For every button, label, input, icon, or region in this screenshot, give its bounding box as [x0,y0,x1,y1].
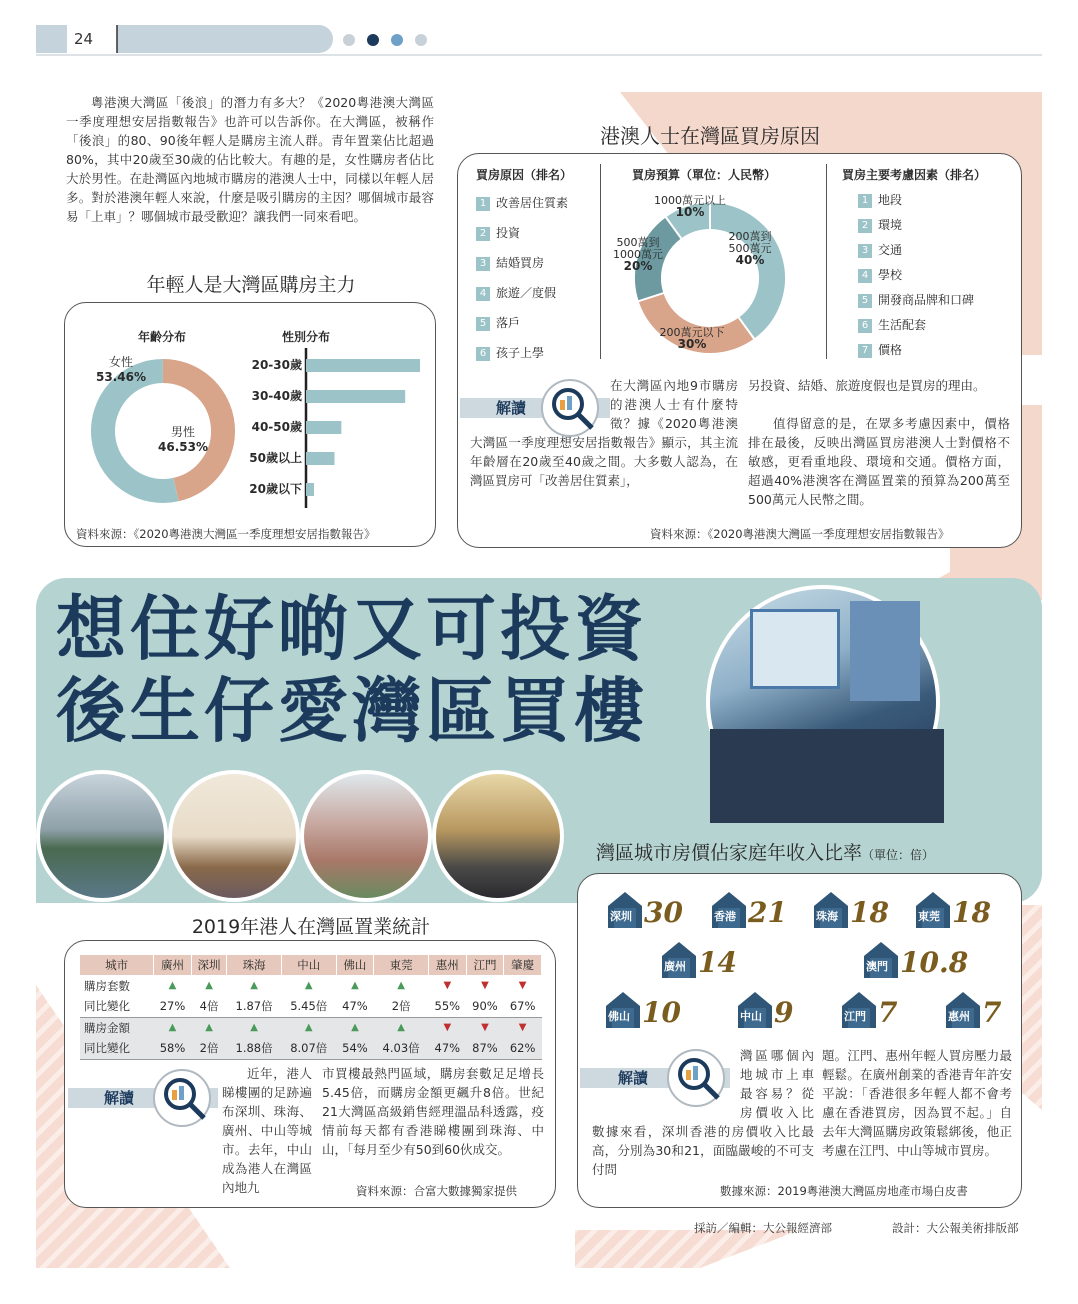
page-number: 24 [74,30,94,48]
bar-category-label: 30-40歲 [251,389,302,403]
gender-dist-label: 性別分布 [282,330,331,344]
reasons-para3: 值得留意的是，在眾多考慮因素中，價格排在最後，反映出灣區買房港澳人士對價格不敏感，更看重地段、環境和交通。價格方面，超過40%港澳客在灣區置業的預算為200萬至500萬元人民幣之間。 [748,416,1010,507]
trend-up-icon: ▲ [168,980,177,991]
city-ratio-value: 7 [982,996,1002,1029]
house-icon [660,940,698,980]
trend-down-icon: ▼ [518,980,527,991]
city-ratio [914,890,991,930]
gender-bar-chart [248,348,428,508]
trend-up-icon: ▲ [205,1022,213,1034]
city-ratio-value: 9 [774,996,794,1029]
bar-category-label: 20歲以下 [249,482,302,496]
male-label: 男性 46.53% [158,425,208,454]
city-name: 廣州 [664,960,686,973]
table-cell: 2倍 [391,999,411,1014]
factor-item: 4 學校 [858,263,974,288]
table-cell: 90% [472,999,498,1014]
city-ratio [862,940,968,980]
budget-donut-chart [613,188,800,360]
city-ratio [840,990,897,1030]
house-icon [736,990,774,1030]
ratio-source: 數據來源：2019粵港澳大灣區房地產市場白皮書 [720,1184,968,1198]
city-ratio-value: 18 [952,896,991,929]
reasons-para2: 另投資、結婚、旅遊度假也是買房的理由。 [748,378,986,393]
apartments-photo [300,770,432,902]
table-header-cell: 廣州 [154,955,192,975]
budget-col-header: 買房預算（單位：人民幣） [632,168,777,182]
table-cell: 58% [159,1041,186,1056]
table-cell: 54% [342,1041,368,1056]
trend-down-icon: ▼ [518,1022,527,1034]
headline-line1: 想住好啲又可投資 [56,588,648,670]
table-cell: 47% [342,999,368,1014]
house-icon [914,890,952,930]
editor-credit: 採訪／編輯：大公報經濟部 [694,1221,832,1235]
house-icon [862,940,900,980]
table-header-cell: 城市 [80,955,154,975]
reason-item: 3 結婚買房 [476,248,568,278]
reason-item: 5 落戶 [476,308,568,338]
city-name: 香港 [714,910,736,923]
stats-table [80,955,542,1060]
table-cell: 1.87倍 [235,999,273,1014]
city-ratio [606,890,683,930]
city-ratio-value: 14 [698,946,737,979]
young-source: 資料來源：《2020粵港澳大灣區一季度理想安居指數報告》 [76,527,376,541]
slice-label: 500萬到 1000萬元 20% [613,236,663,273]
city-ratio [812,890,889,930]
headline [56,588,648,752]
trend-down-icon: ▼ [443,980,452,991]
table-cell: 62% [509,1041,536,1056]
table-header-cell: 深圳 [191,955,226,975]
reason-item: 4 旅遊／度假 [476,278,568,308]
bar-category-label: 50歲以上 [249,451,302,465]
table-cell: 47% [434,1041,461,1056]
age-dist-label: 年齡分布 [138,330,187,344]
trend-down-icon: ▼ [443,1022,452,1034]
table-cell: 4倍 [199,999,219,1014]
city-name: 中山 [740,1010,762,1023]
table-header-cell: 中山 [281,955,336,975]
stats-para2: 市買樓最熱門區域，購房套數足足增長5.45倍，而購房金額更飆升8倍。世紀21大灣區高級銷售經理溫品科透露，疫情前每天都有香港睇樓團到珠海、中山，「每月至少有50到60伙成交。 [322,1066,544,1157]
city-ratio [660,940,737,980]
jiedu-label: 解讀 [496,399,527,417]
city-ratio [944,990,1001,1030]
factor-col-header: 買房主要考慮因素（排名） [842,168,987,182]
sales-office-photo [706,585,940,819]
table-cell: 55% [434,999,461,1014]
house-icon [606,890,644,930]
table-header-cell: 江門 [466,955,504,975]
dots-decoration [340,31,432,49]
city-name: 東莞 [918,910,940,923]
house-icon [710,890,748,930]
trend-up-icon: ▲ [205,980,213,991]
slice-label: 200萬到 500萬元 40% [728,230,772,267]
bar-category-label: 40-50歲 [251,420,302,434]
row-label: 同比變化 [84,999,130,1014]
reasons-title: 港澳人士在灣區買房原因 [600,124,820,148]
row-label: 購房金額 [84,1020,130,1035]
ratio-para2: 題。江門、惠州年輕人買房壓力最輕鬆。在廣州創業的香港青年許安平說：「香港很多年輕人都不會考慮在香港買房，因為買不起。」自去年大灣區購房政策鬆綁後，他正考慮在江門、中山等城市買房。 [822,1048,1012,1158]
trend-up-icon: ▲ [397,980,405,991]
col-divider [600,164,601,359]
trend-up-icon: ▲ [304,1022,313,1034]
gender-bar [306,421,341,434]
table-header-cell: 珠海 [227,955,282,975]
reasons-para1: 在大灣區內地9市購房的港澳人士有什麼特徵？據《2020粵港澳大灣區一季度理想安居指數報告》顯示，其主流年齡層在20歲至40歲之間。大多數人認為，在灣區買房可「改善居住質素」， [470,378,738,488]
factor-item: 6 生活配套 [858,313,974,338]
table-cell: 87% [472,1041,498,1056]
city-ratio-value: 21 [748,896,787,929]
stats-title: 2019年港人在灣區置業統計 [191,916,431,938]
city-ratio-value: 18 [850,896,889,929]
city-ratio-value: 10.8 [900,946,969,979]
ratio-para1: 灣區哪個內地城市上車最容易？從房價收入比數據來看，深圳香港的房價收入比最高，分別為30和21，面臨嚴峻的不可支付問 [592,1048,814,1177]
house-icon [944,990,982,1030]
table-cell: 67% [509,999,536,1014]
city-ratio-value: 10 [642,996,681,1029]
row-label: 同比變化 [84,1041,130,1056]
reason-item: 6 孩子上學 [476,338,568,368]
jiedu-icon [148,1064,216,1132]
young-title: 年輕人是大灣區購房主力 [146,274,356,296]
trend-up-icon: ▲ [250,980,258,991]
table-cell: 4.03倍 [382,1041,420,1056]
jiedu-label: 解讀 [618,1069,649,1087]
table-cell: 5.45倍 [290,999,328,1014]
factor-item: 5 開發商品牌和口碑 [858,288,974,313]
trend-up-icon: ▲ [250,1022,258,1034]
stats-para1: 近年，港人睇樓團的足跡遍布深圳、珠海、廣州、中山等城市。去年，中山成為港人在灣區內地九 [222,1066,312,1195]
trend-down-icon: ▼ [481,980,489,991]
house-icon [604,990,642,1030]
trend-down-icon: ▼ [481,1022,489,1034]
table-header-cell: 肇慶 [504,955,542,975]
intro-text: 粵港澳大灣區「後浪」的潛力有多大？《2020粵港澳大灣區一季度理想安居指數報告》也許可以告訴你。在大灣區，被稱作「後浪」的80、90後年輕人是購房主流人群。青年置業佔比超過80%，其中20歲至30歲的佔比較大。有趣的是，女性購房者佔比大於男性。在赴灣區內地城市購房的港澳人士中，同樣以年輕人居多。對於港澳年輕人來說，什麼是吸引購房的主因？哪個城市最容易「上車」？哪個城市最受歡迎？讓我們一同來看吧。 [66,95,434,224]
reason-col-header: 買房原因（排名） [476,168,573,182]
table-header-cell: 惠州 [428,955,466,975]
city-name: 珠海 [816,910,838,923]
reason-item: 1 改善居住質素 [476,188,568,218]
stats-source: 資料來源：合富大數據獨家提供 [356,1184,517,1198]
house-icon [812,890,850,930]
city-ratio-value: 30 [644,896,683,929]
ratio-title: 灣區城市房價佔家庭年收入比率（單位：倍） [596,842,935,864]
city-name: 深圳 [610,910,632,923]
female-label: 女性 53.46% [96,355,146,384]
reason-list [476,188,568,368]
factor-item: 1 地段 [858,188,974,213]
city-name: 江門 [844,1010,866,1023]
table-cell: 8.07倍 [290,1041,328,1056]
trend-up-icon: ▲ [168,1022,177,1034]
trend-up-icon: ▲ [397,1022,405,1034]
bar-category-label: 20-30歲 [251,358,302,372]
city-name: 澳門 [866,960,888,973]
city-name: 惠州 [948,1010,970,1023]
slice-label: 200萬元以下 30% [659,326,725,351]
gender-bar [306,452,335,465]
table-cell: 27% [159,999,186,1014]
city-name: 佛山 [608,1010,630,1023]
house-icon [840,990,878,1030]
trend-up-icon: ▲ [351,1022,359,1034]
reason-item: 2 投資 [476,218,568,248]
headline-line2: 後生仔愛灣區買樓 [56,670,648,752]
trend-up-icon: ▲ [351,980,359,991]
city-ratio [604,990,681,1030]
model-viewing-photo [432,770,564,902]
table-cell: 2倍 [199,1041,219,1056]
slice-label: 1000萬元以上 10% [654,194,726,219]
city-ratio-value: 7 [878,996,898,1029]
factor-item: 2 環境 [858,213,974,238]
table-header-cell: 佛山 [336,955,374,975]
table-header-cell: 東莞 [374,955,429,975]
table-cell: 1.88倍 [235,1041,273,1056]
gender-bar [306,483,314,496]
col-divider [826,164,827,359]
trend-up-icon: ▲ [304,980,313,991]
factor-item: 7 價格 [858,338,974,363]
jiedu-label: 解讀 [104,1089,135,1107]
design-credit: 設計：大公報美術排版部 [892,1221,1019,1235]
gender-bar [306,359,420,372]
reasons-source: 資料來源：《2020粵港澳大灣區一季度理想安居指數報告》 [650,527,950,541]
city-ratio [710,890,787,930]
gender-bar [306,390,405,403]
factor-list [858,188,974,363]
row-label: 購房套數 [84,978,130,993]
city-ratio [736,990,793,1030]
interior-photo [168,770,300,902]
factor-item: 3 交通 [858,238,974,263]
city-photo-1 [36,770,168,902]
